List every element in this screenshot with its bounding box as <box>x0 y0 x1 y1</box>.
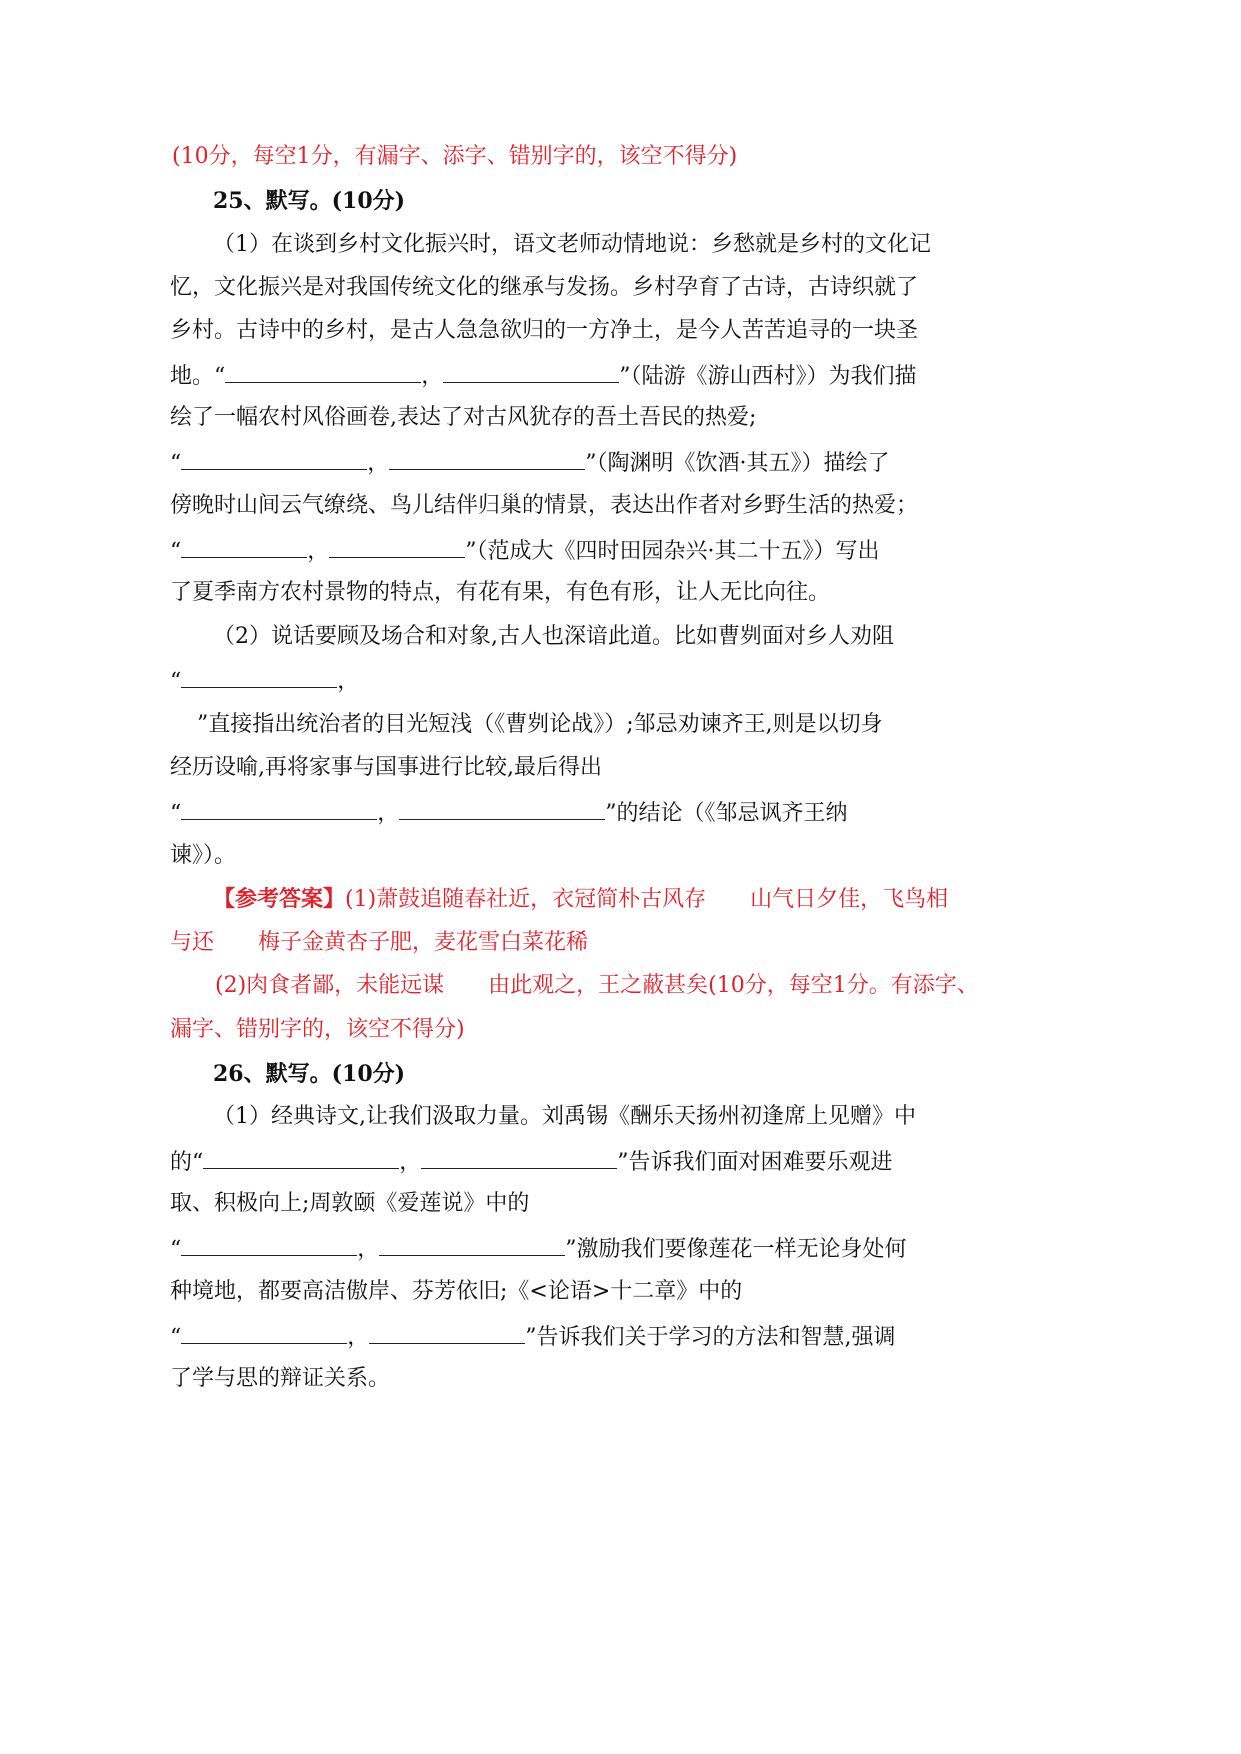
q26-text-line-6 <box>170 1321 896 1353</box>
answer-key-line-3: (2)肉食者鄙，未能远谋 由此观之，王之蔽甚矣(10分，每空1分。有添字、 <box>215 973 979 998</box>
answer-blank[interactable] <box>203 1146 399 1169</box>
q25-part2-line-6: 谏》）。 <box>170 843 237 868</box>
answer-key-line-2: 与还 梅子金黄杏子肥，麦花雪白菜花稀 <box>170 930 589 955</box>
answer-blank[interactable] <box>181 535 307 558</box>
answer-blank[interactable] <box>399 797 605 820</box>
question-26-title: 26、默写。(10分) <box>213 1061 406 1087</box>
text: ， <box>367 451 390 476</box>
answer-blank[interactable] <box>443 360 619 383</box>
text: (1)萧鼓追随春社近，衣冠简朴古风存 山气日夕佳，飞鸟相 <box>345 887 949 912</box>
q26-text-line-3: 取、积极向上;周敦颐《爱莲说》中的 <box>170 1191 530 1216</box>
q26-text-line-5: 种境地，都要高洁傲岸、芬芳依旧;《<论语>十二章》中的 <box>170 1279 743 1304</box>
text: “ <box>170 451 182 476</box>
q25-part2-line-4: 经历设喻,再将家事与国事进行比较,最后得出 <box>170 755 602 780</box>
text: ， <box>307 539 330 564</box>
q26-text-line-2 <box>170 1146 893 1178</box>
text: “ <box>170 1325 182 1350</box>
text: “ <box>170 801 182 826</box>
text: “ <box>170 539 182 564</box>
text: ， <box>421 364 444 389</box>
answer-blank[interactable] <box>225 360 421 383</box>
answer-blank[interactable] <box>181 1321 347 1344</box>
answer-key-line-4: 漏字、错别字的，该空不得分) <box>170 1017 465 1042</box>
answer-label: 【参考答案】 <box>213 886 346 912</box>
q25-text-line-7: 傍晚时山间云气缭绕、鸟儿结伴归巢的情景，表达出作者对乡野生活的热爱； <box>170 493 919 518</box>
answer-blank[interactable] <box>181 447 367 470</box>
q25-text-line-2: 忆，文化振兴是对我国传统文化的继承与发扬。乡村孕育了古诗，古诗织就了 <box>170 275 919 300</box>
text: ， <box>347 1325 370 1350</box>
q25-text-line-9: 了夏季南方农村景物的特点，有花有果，有色有形，让人无比向往。 <box>170 580 831 605</box>
answer-blank[interactable] <box>181 797 377 820</box>
text: “ <box>170 669 182 694</box>
scoring-note: (10分，每空1分，有漏字、添字、错别字的，该空不得分) <box>172 144 738 169</box>
text: 地。“ <box>170 364 226 389</box>
answer-blank[interactable] <box>379 1233 565 1256</box>
text: “ <box>170 1237 182 1262</box>
q26-text-line-7: 了学与思的辩证关系。 <box>170 1366 391 1391</box>
answer-blank[interactable] <box>389 447 585 470</box>
question-25-title: 25、默写。(10分) <box>213 188 406 214</box>
q25-text-line-6 <box>170 447 890 479</box>
q25-part2-line-2 <box>170 665 359 697</box>
text: ”的结论（《邹忌讽齐王纳 <box>605 801 848 826</box>
q25-text-line-8 <box>170 535 880 567</box>
text: 的“ <box>170 1150 204 1175</box>
q25-part2-line-5 <box>170 797 848 829</box>
text: ”（陆游《游山西村》）为我们描 <box>619 364 917 389</box>
answer-blank[interactable] <box>329 535 465 558</box>
q25-text-line-3: 乡村。古诗中的乡村，是古人急急欲归的一方净土，是今人苦苦追寻的一块圣 <box>170 318 919 343</box>
text: ， <box>337 669 360 694</box>
text: ”（范成大《四时田园杂兴·其二十五》）写出 <box>465 539 880 564</box>
q25-text-line-4 <box>170 360 917 392</box>
answer-key-line-1 <box>213 884 948 915</box>
q25-part2-line-1: （2）说话要顾及场合和对象,古人也深谙此道。比如曹刿面对乡人劝阻 <box>213 624 894 649</box>
text: ， <box>377 801 400 826</box>
answer-blank[interactable] <box>369 1321 525 1344</box>
answer-blank[interactable] <box>421 1146 617 1169</box>
q25-text-line-1: （1）在谈到乡村文化振兴时，语文老师动情地说：乡愁就是乡村的文化记 <box>213 232 931 257</box>
text: ， <box>357 1237 380 1262</box>
answer-blank[interactable] <box>181 665 337 688</box>
q26-text-line-4 <box>170 1233 907 1265</box>
q26-text-line-1: （1）经典诗文,让我们汲取力量。刘禹锡《酬乐天扬州初逢席上见赠》中 <box>213 1104 916 1129</box>
text: ”告诉我们面对困难要乐观进 <box>617 1150 893 1175</box>
q25-text-line-5: 绘了一幅农村风俗画卷,表达了对古风犹存的吾土吾民的热爱; <box>170 405 757 430</box>
text: ”激励我们要像莲花一样无论身处何 <box>565 1237 907 1262</box>
answer-blank[interactable] <box>181 1233 357 1256</box>
text: ”（陶渊明《饮酒·其五》）描绘了 <box>585 451 890 476</box>
q25-part2-line-3: ”直接指出统治者的目光短浅（《曹刿论战》）;邹忌劝谏齐王,则是以切身 <box>197 712 883 737</box>
text: ”告诉我们关于学习的方法和智慧,强调 <box>525 1325 896 1350</box>
text: ， <box>399 1150 422 1175</box>
